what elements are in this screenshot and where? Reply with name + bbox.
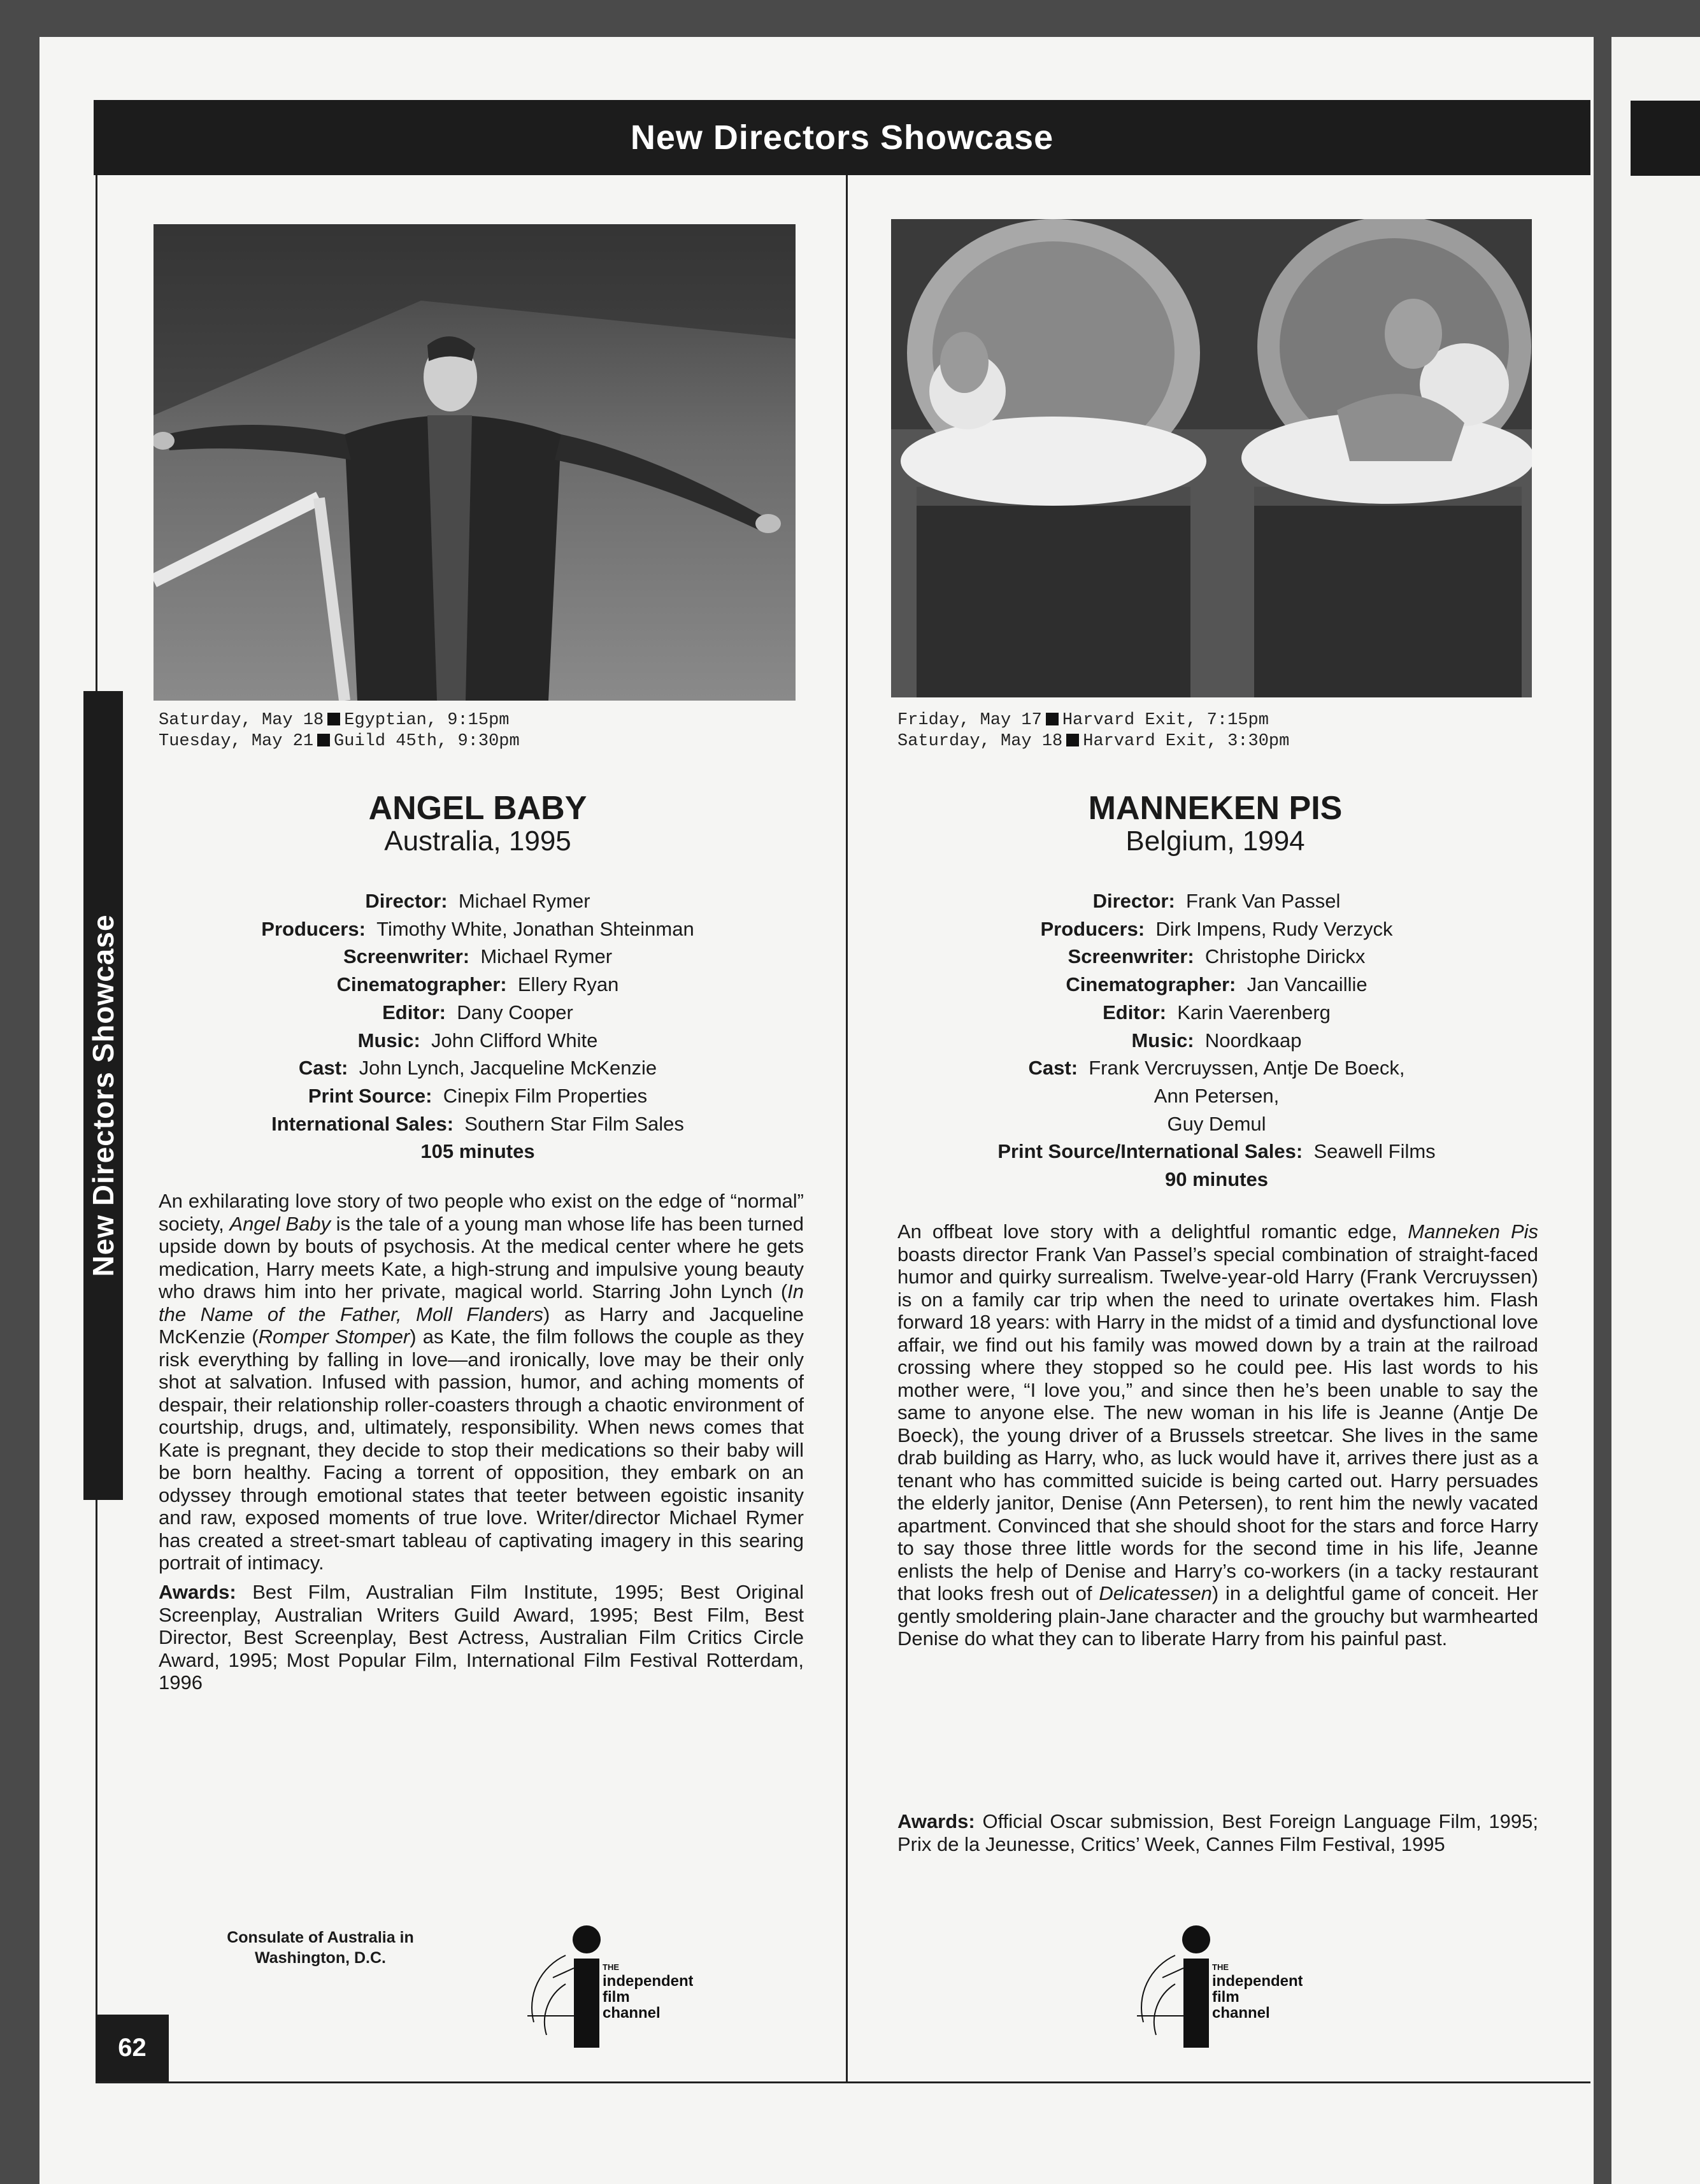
bullet-square-icon bbox=[317, 734, 330, 746]
awards-label: Awards: bbox=[897, 1810, 975, 1832]
schedule-line: Saturday, May 18 Harvard Exit, 3:30pm bbox=[897, 732, 1290, 751]
credit-label: Cast: bbox=[1028, 1057, 1078, 1080]
awards-label: Awards: bbox=[159, 1581, 236, 1603]
film-reference: Delicatessen bbox=[1099, 1582, 1212, 1604]
logo-text: channel bbox=[1212, 2004, 1270, 2022]
credit-label: Cast: bbox=[298, 1057, 348, 1080]
awards-text: Official Oscar submission, Best Foreign Language Film, 1995; Prix de la Jeunesse, Critics’ Week, Cannes Film Festival, 1995 bbox=[897, 1810, 1538, 1855]
credit-label: Print Source: bbox=[308, 1084, 432, 1107]
credit-value: Michael Rymer bbox=[458, 890, 590, 912]
credit-line bbox=[115, 999, 841, 1027]
sponsor-text: Consulate of Australia in Washington, D.C. bbox=[227, 1929, 414, 1967]
film-reference: Angel Baby bbox=[229, 1212, 331, 1235]
film-description bbox=[897, 1220, 1538, 1650]
film-still-image bbox=[154, 224, 796, 701]
frame-line bbox=[96, 2081, 1590, 2083]
film-title: MANNEKEN PIS bbox=[1088, 790, 1343, 827]
credit-label: Producers: bbox=[1040, 917, 1145, 940]
credit-line bbox=[857, 999, 1576, 1027]
credit-value: Ellery Ryan bbox=[517, 973, 619, 996]
credit-value: Southern Star Film Sales bbox=[464, 1112, 684, 1135]
credits-list bbox=[857, 887, 1576, 1194]
credit-line bbox=[115, 1027, 841, 1055]
film-country-year: Australia, 1995 bbox=[384, 825, 571, 857]
logo-text: film bbox=[1212, 1988, 1239, 2006]
credit-line bbox=[115, 1110, 841, 1138]
schedule-line: Friday, May 17 Harvard Exit, 7:15pm bbox=[897, 711, 1269, 730]
credit-value: Dany Cooper bbox=[457, 1001, 573, 1024]
credit-value: Seawell Films bbox=[1313, 1140, 1436, 1163]
description-text: An offbeat love story with a delightful romantic edge, bbox=[897, 1220, 1408, 1243]
credit-value: Frank Van Passel bbox=[1186, 890, 1341, 912]
schedule-line: Tuesday, May 21 Guild 45th, 9:30pm bbox=[159, 732, 520, 751]
awards-block bbox=[897, 1810, 1538, 1855]
credit-line bbox=[115, 887, 841, 915]
description-text: An exhilarating love story of two people who exist on the edge of “normal” society, bbox=[159, 1190, 804, 1235]
credit-line bbox=[115, 915, 841, 943]
credit-line bbox=[857, 1082, 1576, 1110]
credit-line bbox=[857, 1027, 1576, 1055]
ifc-logo-mark bbox=[1137, 1920, 1303, 2054]
screening-schedule bbox=[897, 710, 1534, 752]
logo-text: THE bbox=[603, 1962, 619, 1972]
ifc-logo bbox=[1137, 1920, 1303, 2054]
film-still-image bbox=[891, 219, 1532, 697]
credit-line bbox=[857, 915, 1576, 943]
description-text: ) as Kate, the film follows the couple as they risk everything by falling in love—and ironically, love may be their only shot at salvation. Infused with passion, humor, and aching moments of despair, their relationship roller-coasters through a chaotic environment of courtship, drugs, and, ultimately, responsibility. When news comes that Kate is pregnant, they decide to stop their medications so their baby will be born healthy. Facing a torrent of opposition, they embark on an odyssey through emotional states that teeter between egoistic insanity and raw, exposed moments of true love. Writer/director Michael Rymer has created a street-smart tableau of captivating imagery in this searing portrait of intimacy. bbox=[159, 1325, 804, 1574]
credit-label: Cinematographer: bbox=[336, 973, 507, 996]
credit-label: Music: bbox=[357, 1029, 420, 1052]
credit-value: John Clifford White bbox=[431, 1029, 598, 1052]
credit-label: International Sales: bbox=[271, 1112, 454, 1135]
credit-value: Michael Rymer bbox=[480, 945, 613, 968]
credit-value: Cinepix Film Properties bbox=[443, 1084, 648, 1107]
description-text: ) as Harry and Jacqueline McKenzie ( bbox=[159, 1303, 804, 1348]
screening-schedule bbox=[159, 710, 796, 752]
credit-label: Music: bbox=[1131, 1029, 1194, 1052]
credit-value: Ann Petersen, bbox=[1154, 1084, 1280, 1107]
runtime: 105 minutes bbox=[420, 1140, 535, 1163]
description-text: ) in a delightful game of conceit. Her gently smoldering plain-Jane character and the grouchy but warmhearted Denise do what they can to liberate Harry from his painful past. bbox=[897, 1582, 1538, 1650]
schedule-line: Saturday, May 18 Egyptian, 9:15pm bbox=[159, 711, 510, 730]
credit-value: Jan Vancaillie bbox=[1246, 973, 1368, 996]
credit-value: John Lynch, Jacqueline McKenzie bbox=[359, 1057, 657, 1080]
credit-label: Cinematographer: bbox=[1066, 973, 1236, 996]
film-title: ANGEL BABY bbox=[368, 790, 587, 827]
bullet-square-icon bbox=[327, 713, 340, 725]
credit-value: Christophe Dirickx bbox=[1204, 945, 1366, 968]
credit-value: Frank Vercruyssen, Antje De Boeck, bbox=[1089, 1057, 1405, 1080]
awards-block bbox=[159, 1581, 804, 1694]
credit-line bbox=[857, 1054, 1576, 1082]
credit-label: Editor: bbox=[382, 1001, 446, 1024]
credit-line bbox=[115, 943, 841, 971]
adjacent-page-edge bbox=[1611, 37, 1700, 2184]
description-text: is the tale of a young man whose life has been turned upside down by bouts of psychosis. At the medical center where he gets medication, Harry meets Kate, a high-strung and impulsive young beauty who draws him into her private, magical world. Starring John Lynch ( bbox=[159, 1212, 804, 1303]
credit-label: Print Source/International Sales: bbox=[997, 1140, 1303, 1163]
logo-text: independent bbox=[603, 1973, 693, 1990]
runtime: 90 minutes bbox=[1165, 1168, 1268, 1191]
section-header: New Directors Showcase bbox=[94, 100, 1590, 175]
credit-value: Karin Vaerenberg bbox=[1177, 1001, 1331, 1024]
awards-text: Best Film, Australian Film Institute, 1995; Best Original Screenplay, Australian Writers Guild Award, 1995; Best Film, Best Director, Best Screenplay, Best Actress, Australian Film Critics Circle Award, 1995; Most Popular Film, International Film Festival Rotterdam, 1996 bbox=[159, 1581, 804, 1694]
credit-line bbox=[857, 943, 1576, 971]
film-reference: In the Name of the Father, Moll Flanders bbox=[159, 1280, 804, 1325]
credit-label: Screenwriter: bbox=[343, 945, 470, 968]
film-reference: Manneken Pis bbox=[1408, 1220, 1539, 1243]
ifc-logo-mark bbox=[527, 1920, 693, 2054]
credit-value: Noordkaap bbox=[1204, 1029, 1302, 1052]
credit-label: Screenwriter: bbox=[1068, 945, 1194, 968]
credits-list bbox=[115, 887, 841, 1166]
film-description bbox=[159, 1190, 804, 1574]
credit-line bbox=[115, 1082, 841, 1110]
credit-line bbox=[857, 1110, 1576, 1138]
credit-value: Guy Demul bbox=[1167, 1112, 1266, 1135]
film-reference: Romper Stomper bbox=[258, 1325, 410, 1348]
logo-text: film bbox=[603, 1988, 630, 2006]
page-number: 62 bbox=[96, 2015, 169, 2081]
credit-line bbox=[857, 1138, 1576, 1166]
credit-label: Director: bbox=[1092, 890, 1175, 912]
logo-text: THE bbox=[1212, 1962, 1229, 1972]
credit-line bbox=[115, 1054, 841, 1082]
bullet-square-icon bbox=[1066, 734, 1079, 746]
column-divider bbox=[846, 175, 848, 2083]
ifc-logo bbox=[527, 1920, 693, 2054]
side-tab-label: New Directors Showcase bbox=[87, 914, 120, 1277]
credit-value: Timothy White, Jonathan Shteinman bbox=[376, 917, 694, 940]
film-still-manneken-pis bbox=[891, 219, 1532, 697]
logo-text: independent bbox=[1212, 1973, 1303, 1990]
credit-line bbox=[857, 971, 1576, 999]
credit-line bbox=[857, 887, 1576, 915]
credit-value: Dirk Impens, Rudy Verzyck bbox=[1155, 917, 1393, 940]
bullet-square-icon bbox=[1046, 713, 1059, 725]
credit-label: Editor: bbox=[1103, 1001, 1166, 1024]
description-text: boasts director Frank Van Passel’s special combination of straight-faced humor and quirky surrealism. Twelve-year-old Harry (Frank Vercruyssen) is on a family car trip when the need to urinate overtakes him. Flash forward 18 years: with Harry in the midst of a timid and dysfunctional love affair, we find out his family was mowed down by a train at the railroad crossing where they stopped so he could pee. His last words to his mother were, “I love you,” and since then he’s been unable to say the same to anyone else. The new woman in his life is Jeanne (Antje De Boeck), the young driver of a Brussels streetcar. She lives in the same drab building as Harry, who, as luck would have it, arrives there just as a tenant who has committed suicide is being carted out. Harry persuades the elderly janitor, Denise (Ann Petersen), to rent him the newly vacated apartment. Convinced that she should shoot for the stars and force Harry to say those three little words for the second time in his life, Jeanne enlists the help of Denise and Harry’s co-workers (in a tacky restaurant that looks fresh out of bbox=[897, 1243, 1538, 1604]
film-still-angel-baby bbox=[154, 224, 796, 701]
film-country-year: Belgium, 1994 bbox=[1125, 825, 1305, 857]
credit-line bbox=[115, 971, 841, 999]
logo-text: channel bbox=[603, 2004, 661, 2022]
credit-label: Director: bbox=[365, 890, 448, 912]
credit-label: Producers: bbox=[261, 917, 366, 940]
